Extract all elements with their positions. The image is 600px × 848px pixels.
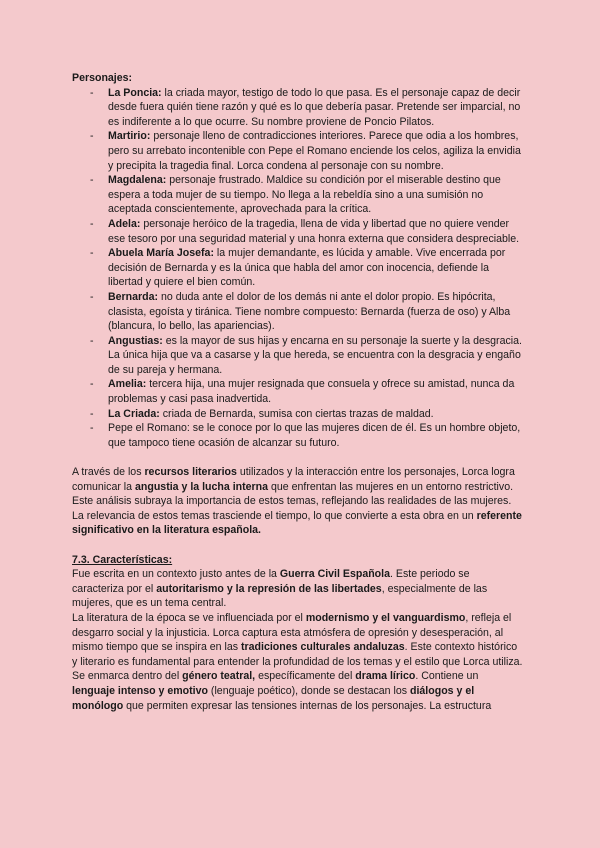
- character-description: es la mayor de sus hijas y encarna en su personaje la suerte y la desgracia. La única hija que va a casarse y la que hereda, se encuentra con la desgracia y engaño de su pareja y hermana.: [108, 334, 522, 376]
- character-name: Adela:: [108, 217, 141, 230]
- character-name: Bernarda:: [108, 290, 159, 303]
- character-name: La Criada:: [108, 407, 160, 420]
- character-description: no duda ante el dolor de los demás ni ante el dolor propio. Es hipócrita, clasista, egoísta y tiránica. Tiene nombre compuesto: Bernarda (fuerza de oso) y Alba (blancura, lo bello, las apariencias).: [108, 290, 511, 333]
- list-item: - Abuela María Josefa: la mujer demandante, es lúcida y amable. Vive encerrada por decisión de Bernarda y es la única que habla del amor con inocencia, defiende la libertad y quiere el bien común.: [90, 247, 506, 289]
- character-description: personaje frustrado. Maldice su condición por el miserable destino que espera a toda mujer de su tiempo. No llega a la rebeldía sino a una sumisión no aceptada conscientemente, aprovechada para la crítica.: [108, 174, 501, 216]
- character-name: Martirio:: [108, 130, 151, 143]
- character-name: La Poncia:: [108, 86, 162, 99]
- list-item: - Bernarda: no duda ante el dolor de los demás ni ante el dolor propio. Es hipócrita, clasista, egoísta y tiránica. Tiene nombre compuesto: Bernarda (fuerza de oso) y Alba (blancura, lo bello, las apariencias).: [90, 290, 511, 333]
- personajes-list: [72, 86, 524, 451]
- character-description: la mujer demandante, es lúcida y amable. Vive encerrada por decisión de Bernarda y es la única que habla del amor con inocencia, defiende la libertad y quiere el bien común.: [108, 247, 506, 289]
- personajes-heading: Personajes:: [72, 72, 133, 84]
- character-description: personaje heróico de la tragedia, llena de vida y libertad que no quiere vender ese tesoro por una seguridad material y una honra externa que considera despreciable.: [108, 217, 520, 245]
- character-name: Magdalena:: [108, 174, 167, 187]
- character-name: Amelia:: [108, 378, 147, 391]
- list-item: - La Poncia: la criada mayor, testigo de todo lo que pasa. Es el personaje capaz de decir desde fuera quién tiene razón y qué es lo que debería pasar. Pretende ser imparcial, no es indiferente a lo que ocurre. Su nombre proviene de Poncio Pilatos.: [90, 86, 521, 128]
- genre-paragraph: Se enmarca dentro del género teatral, específicamente del drama lírico. Contiene un lenguaje intenso y emotivo (lenguaje poético), donde se destacan los diálogos y el monólogo que permiten expresar las tensiones internas de los personajes. La estructura: [72, 670, 492, 712]
- list-item: - Magdalena: personaje frustrado. Maldice su condición por el miserable destino que espera a toda mujer de su tiempo. No llega a la rebeldía sino a una sumisión no aceptada conscientemente, aprovechada para la crítica.: [90, 174, 501, 216]
- literature-paragraph: La literatura de la época se ve influenciada por el modernismo y el vanguardismo, refleja el desgarro social y la injusticia. Lorca captura esta atmósfera de opresión y desesperación, al mismo tiempo que se inspira en las tradiciones culturales andaluzas. Este contexto histórico y literario es fundamental para entender la profundidad de los temas y el estilo que Lorca utiliza.: [72, 611, 523, 668]
- list-item: - Pepe el Romano: se le conoce por lo que las mujeres dicen de él. Es un hombre objeto, que tampoco tiene ocasión de alcanzar su futuro.: [90, 422, 521, 449]
- character-description: la criada mayor, testigo de todo lo que pasa. Es el personaje capaz de decir desde fuera quién tiene razón y qué es lo que debería pasar. Pretende ser imparcial, no es indiferente a lo que ocurre. Su nombre proviene de Poncio Pilatos.: [108, 86, 521, 128]
- list-item: - Amelia: tercera hija, una mujer resignada que consuela y ofrece su amistad, nunca da problemas y casi pasa inadvertida.: [90, 378, 515, 406]
- document-page: [72, 71, 524, 713]
- list-item: - Martirio: personaje lleno de contradicciones interiores. Parece que odia a los hombres, pero su arrebato incontenible con Pepe el Romano enciende los celos, agiliza la envidia y precipita la tragedia final. Lorca condena al personaje con su nombre.: [90, 130, 521, 172]
- list-item: - Angustias: es la mayor de sus hijas y encarna en su personaje la suerte y la desgracia. La única hija que va a casarse y la que hereda, se encuentra con la desgracia y engaño de su pareja y hermana.: [90, 334, 522, 376]
- character-description: criada de Bernarda, sumisa con ciertas trazas de maldad.: [159, 407, 434, 420]
- character-name: Angustias:: [108, 334, 163, 347]
- character-description: tercera hija, una mujer resignada que consuela y ofrece su amistad, nunca da problemas y casi pasa inadvertida.: [108, 378, 515, 406]
- list-item: - Adela: personaje heróico de la tragedia, llena de vida y libertad que no quiere vender ese tesoro por una seguridad material y una honra externa que considera despreciable.: [90, 217, 520, 245]
- conclusion-paragraph: A través de los recursos literarios utilizados y la interacción entre los personajes, Lorca logra comunicar la angustia y la lucha interna que enfrentan las mujeres en un entorno restrictivo. Este análisis subraya la importancia de estos temas, reflejando las realidades de las mujeres. La relevancia de estos temas trasciende el tiempo, lo que convierte a esta obra en un referente significativo en la literatura española.: [72, 466, 522, 537]
- context-paragraph: Fue escrita en un contexto justo antes de la Guerra Civil Española. Este periodo se caracteriza por el autoritarismo y la represión de las libertades, especialmente de las mujeres, que es un tema central.: [72, 568, 488, 610]
- character-description: personaje lleno de contradicciones interiores. Parece que odia a los hombres, pero su arrebato incontenible con Pepe el Romano enciende los celos, agiliza la envidia y precipita la tragedia final. Lorca condena al personaje con su nombre.: [108, 130, 521, 172]
- character-name: Abuela María Josefa:: [108, 247, 214, 260]
- character-description: Pepe el Romano: se le conoce por lo que las mujeres dicen de él. Es un hombre objeto, que tampoco tiene ocasión de alcanzar su futuro.: [108, 422, 521, 449]
- section-title: 7.3. Características:: [72, 553, 173, 566]
- list-item: - La Criada: criada de Bernarda, sumisa con ciertas trazas de maldad.: [90, 407, 434, 420]
